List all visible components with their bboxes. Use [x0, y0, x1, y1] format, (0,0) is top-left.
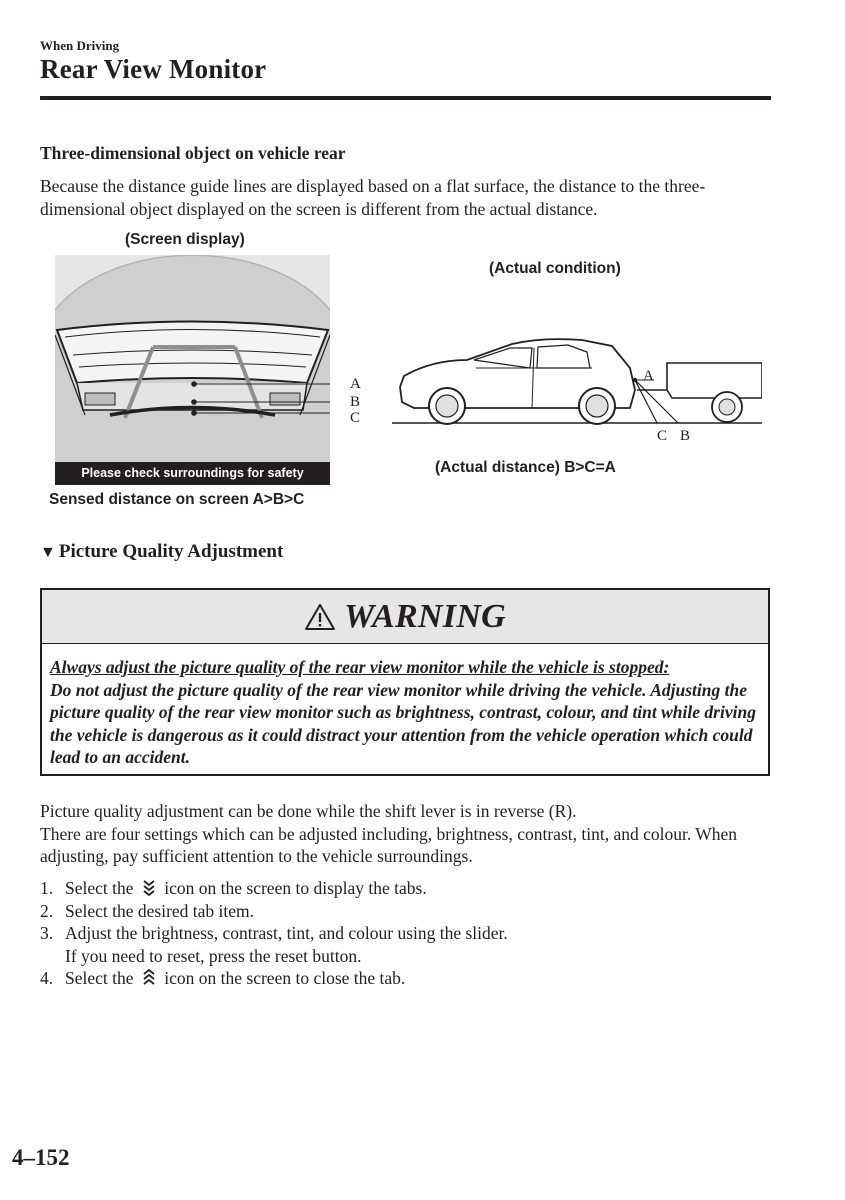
actual-distance-caption: (Actual distance) B>C=A [435, 459, 616, 476]
page-number: 4–152 [12, 1145, 70, 1170]
actual-letter-b: B [680, 428, 691, 444]
screen-letter-a: A [350, 376, 361, 392]
warning-header [42, 590, 768, 644]
warning-text: Do not adjust the picture quality of the rear view monitor while driving the vehicle. Adjusting the picture quality of the rear view monitor such as brightness, contrast, colour, and tint while driving the vehicle is dangerous as it could distract your attention from the vehicle operation which could lead to an accident. [50, 679, 756, 767]
three-d-paragraph: Because the distance guide lines are displayed based on a flat surface, the distance to the three-dimensional object displayed on the screen is different from the actual distance. [40, 176, 706, 219]
step-text-post: icon on the screen to close the tab. [164, 968, 406, 988]
step-number: 3. [40, 923, 54, 943]
screen-letter-b: B [350, 394, 361, 410]
picture-quality-heading [40, 541, 283, 563]
picture-quality-heading-text: Picture Quality Adjustment [58, 541, 284, 562]
picture-quality-para2: There are four settings which can be adjusted including, brightness, contrast, tint, and colour. When adjusting, pay sufficient attention to the vehicle surroundings. [40, 823, 738, 866]
double-chevron-up-icon [140, 968, 158, 986]
steps-list [40, 877, 770, 990]
step-text: Select the desired tab item. [65, 900, 255, 921]
screen-distance-caption: Sensed distance on screen A>B>C [49, 491, 305, 508]
step-number: 4. [40, 968, 54, 988]
warning-body [50, 656, 765, 769]
list-item [40, 967, 770, 990]
actual-condition-illustration [392, 290, 762, 455]
warning-title: WARNING [343, 597, 507, 635]
picture-quality-para1: Picture quality adjustment can be done while the shift lever is in reverse (R). [40, 801, 577, 821]
screen-safety-caption: Please check surroundings for safety [55, 462, 330, 485]
screen-display-illustration [55, 255, 330, 485]
step-text-pre: Select the [65, 878, 134, 898]
double-chevron-down-icon [140, 878, 158, 896]
title-rule [40, 96, 771, 100]
three-d-heading: Three-dimensional object on vehicle rear [40, 143, 346, 163]
step-text-post: icon on the screen to display the tabs. [164, 878, 427, 898]
step-text-pre: Select the [65, 968, 134, 988]
actual-condition-label: (Actual condition) [489, 260, 621, 277]
warning-triangle-icon [304, 603, 336, 631]
page-title: Rear View Monitor [40, 54, 267, 84]
list-item [40, 922, 770, 967]
actual-letter-c: C [657, 428, 668, 444]
screen-letter-c: C [350, 410, 361, 426]
step-text: Adjust the brightness, contrast, tint, and colour using the slider. [65, 923, 508, 943]
list-item [40, 877, 770, 900]
warning-box [40, 588, 770, 776]
warning-lead: Always adjust the picture quality of the rear view monitor while the vehicle is stopped: [50, 657, 670, 677]
list-item [40, 900, 770, 923]
step-number: 1. [40, 878, 54, 898]
triangle-down-icon: ▼ [40, 544, 56, 561]
step-subtext: If you need to reset, press the reset button. [65, 945, 362, 966]
step-number: 2. [40, 900, 54, 921]
section-tag: When Driving [40, 38, 120, 53]
picture-quality-paragraph [40, 800, 770, 868]
actual-letter-a: A [643, 368, 654, 384]
screen-display-label: (Screen display) [125, 231, 245, 248]
